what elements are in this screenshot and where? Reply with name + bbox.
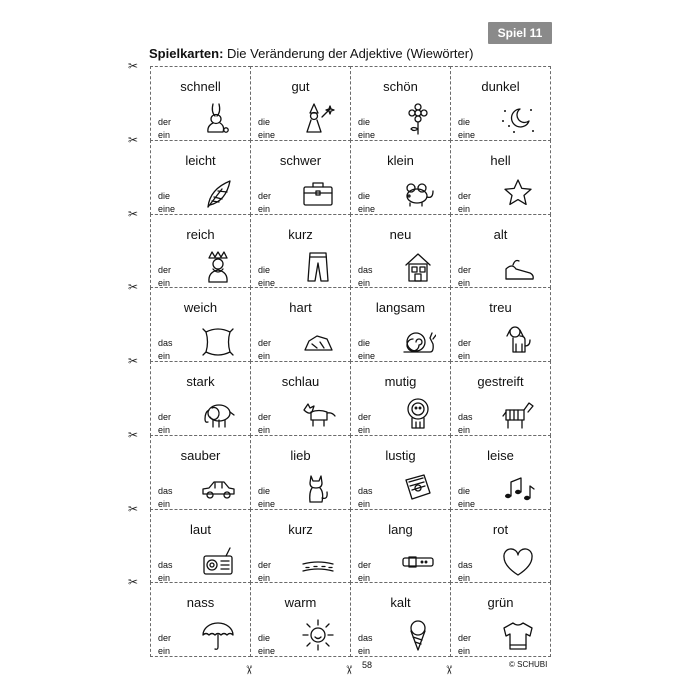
definite-article: die [258, 485, 271, 496]
card [150, 287, 251, 362]
indefinite-article: ein [458, 425, 471, 435]
title-lead: Spielkarten: [149, 46, 224, 61]
stone-icon [300, 322, 336, 358]
indefinite-article: ein [158, 498, 171, 509]
card-word: schlau [281, 374, 320, 389]
flower-icon [400, 101, 436, 137]
card [350, 66, 451, 141]
card [150, 509, 251, 584]
definite-article: der [358, 412, 372, 422]
card-articles [358, 559, 371, 585]
card-articles [358, 632, 373, 658]
indefinite-article: eine [458, 130, 476, 140]
ice-cream-icon [400, 617, 436, 653]
zebra-icon [500, 396, 536, 432]
cat-icon [300, 470, 336, 506]
definite-article: der [258, 559, 272, 570]
scissors-icon: ✂ [342, 664, 357, 676]
elephant-icon [200, 396, 236, 432]
shoe-icon [500, 249, 536, 285]
card [450, 287, 551, 362]
scissors-icon: ✂ [128, 354, 139, 368]
copyright: © SCHUBI [509, 660, 548, 669]
card [450, 214, 551, 289]
radio-icon [200, 544, 236, 580]
card [450, 66, 551, 141]
card-word: schön [383, 79, 418, 94]
indefinite-article: ein [458, 351, 471, 362]
indefinite-article: ein [358, 646, 371, 657]
scissors-icon: ✂ [128, 501, 139, 516]
card-word: alt [493, 226, 508, 242]
indefinite-article: ein [458, 572, 471, 583]
indefinite-article: eine [258, 646, 276, 657]
card [250, 509, 351, 584]
indefinite-article: ein [258, 425, 271, 435]
definite-article: das [158, 485, 173, 496]
indefinite-article: ein [458, 277, 471, 288]
card-articles [258, 632, 275, 658]
card [350, 287, 451, 362]
indefinite-article: ein [458, 646, 471, 657]
card [350, 361, 451, 436]
card-articles [158, 485, 173, 511]
card-word: kurz [288, 521, 313, 537]
scissors-icon: ✂ [128, 280, 139, 295]
definite-article: das [458, 559, 473, 570]
definite-article: die [458, 485, 471, 496]
card-word: nass [186, 595, 215, 611]
snail-icon [400, 322, 436, 358]
indefinite-article: eine [358, 203, 376, 214]
definite-article: der [258, 338, 272, 349]
card-word: weich [183, 300, 218, 316]
suitcase-icon [300, 175, 336, 211]
card [450, 361, 551, 436]
indefinite-article: ein [358, 498, 371, 509]
card-word: warm [284, 595, 317, 611]
dog-icon [500, 322, 536, 358]
card-articles [358, 116, 375, 142]
card-word: kalt [390, 595, 411, 611]
definite-article: die [258, 633, 271, 644]
definite-article: der [158, 264, 172, 275]
definite-article: der [258, 412, 272, 422]
definite-article: das [358, 633, 373, 644]
card [450, 509, 551, 584]
indefinite-article: ein [158, 425, 171, 435]
card-articles [258, 485, 275, 511]
page-number: 58 [362, 660, 373, 670]
scissors-icon: ✂ [442, 664, 457, 676]
belt-icon [400, 544, 436, 580]
card [250, 361, 351, 436]
pillow-icon [200, 322, 236, 358]
card-articles [158, 632, 171, 658]
card [350, 582, 451, 657]
indefinite-article: ein [358, 277, 371, 288]
card-articles [158, 337, 173, 363]
card-articles [458, 411, 473, 437]
card-articles [458, 264, 471, 290]
music-notes-icon [500, 470, 536, 506]
card-word: langsam [375, 300, 426, 316]
card [450, 140, 551, 215]
definite-article: die [358, 338, 371, 349]
star-icon [500, 175, 536, 211]
card-word: laut [190, 521, 211, 537]
card-word: lieb [290, 447, 311, 463]
rabbit-icon [200, 101, 236, 137]
card [250, 582, 351, 657]
card-articles [258, 411, 271, 437]
card [250, 66, 351, 141]
scissors-icon: ✂ [128, 132, 139, 147]
umbrella-icon [200, 617, 236, 653]
indefinite-article: ein [158, 130, 171, 140]
card [350, 140, 451, 215]
scissors-icon: ✂ [128, 206, 139, 221]
car-icon [200, 470, 236, 506]
card-grid [150, 66, 550, 656]
card-word: neu [389, 226, 412, 242]
feather-icon [200, 175, 236, 211]
card-articles [358, 264, 373, 290]
definite-article: der [358, 559, 372, 570]
house-icon [400, 249, 436, 285]
fairy-icon [300, 101, 336, 137]
card-word: schnell [180, 79, 221, 94]
scissors-icon: ✂ [128, 59, 139, 73]
card-word: sauber [180, 447, 221, 463]
game-badge: Spiel 11 [488, 22, 552, 44]
card [150, 582, 251, 657]
card [350, 214, 451, 289]
definite-article: die [258, 264, 271, 275]
definite-article: der [158, 117, 172, 127]
indefinite-article: eine [258, 130, 276, 140]
scissors-icon: ✂ [128, 575, 139, 590]
card-word: mutig [384, 374, 417, 389]
card-articles [158, 559, 173, 585]
card-articles [258, 190, 271, 216]
definite-article: die [358, 190, 371, 201]
indefinite-article: ein [158, 646, 171, 657]
definite-article: das [358, 264, 373, 275]
indefinite-article: ein [258, 351, 271, 362]
card-articles [458, 632, 471, 658]
card [250, 287, 351, 362]
card-articles [258, 559, 271, 585]
indefinite-article: eine [358, 351, 376, 362]
card-word: gestreift [477, 374, 524, 389]
definite-article: der [158, 633, 172, 644]
card-word: grün [487, 595, 514, 611]
card [150, 66, 251, 141]
card-word: stark [186, 374, 215, 389]
card-articles [158, 411, 171, 437]
card [250, 214, 351, 289]
indefinite-article: ein [458, 203, 471, 214]
card-articles [458, 116, 475, 142]
card-articles [458, 190, 471, 216]
card-word: reich [186, 226, 215, 242]
heart-icon [500, 544, 536, 580]
card [350, 509, 451, 584]
indefinite-article: eine [458, 498, 476, 509]
scissors-icon: ✂ [242, 664, 257, 676]
card-word: hell [490, 152, 511, 168]
indefinite-article: ein [158, 277, 171, 288]
card-articles [158, 116, 171, 142]
card-articles [458, 485, 475, 511]
definite-article: das [158, 338, 173, 349]
card [150, 214, 251, 289]
definite-article: die [158, 190, 171, 201]
card-articles [358, 485, 373, 511]
card [450, 435, 551, 510]
card-word: gut [291, 79, 310, 94]
indefinite-article: ein [158, 351, 171, 362]
card-articles [158, 264, 171, 290]
definite-article: die [258, 117, 271, 127]
indefinite-article: ein [258, 203, 271, 214]
card [450, 582, 551, 657]
indefinite-article: eine [258, 498, 276, 509]
mouse-icon [400, 175, 436, 211]
card-word: kurz [288, 226, 313, 242]
moon-stars-icon [500, 101, 536, 137]
road-icon [300, 544, 336, 580]
definite-article: der [158, 412, 172, 422]
definite-article: der [458, 190, 472, 201]
definite-article: die [458, 117, 471, 127]
card-articles [258, 337, 271, 363]
scissors-icon: ✂ [128, 427, 139, 442]
book-icon [400, 470, 436, 506]
definite-article: die [358, 117, 371, 127]
card-word: rot [492, 521, 509, 537]
indefinite-article: ein [158, 572, 171, 583]
indefinite-article: eine [358, 130, 376, 140]
card-articles [358, 337, 375, 363]
sun-icon [300, 617, 336, 653]
card-word: lustig [385, 447, 416, 463]
card [350, 435, 451, 510]
card-word: leise [487, 447, 514, 463]
definite-article: der [458, 338, 472, 349]
king-icon [200, 249, 236, 285]
card-word: klein [387, 152, 414, 168]
card [250, 435, 351, 510]
definite-article: das [358, 485, 373, 496]
card-articles [158, 190, 175, 216]
definite-article: das [158, 559, 173, 570]
card-word: schwer [279, 152, 322, 168]
card-articles [458, 559, 473, 585]
indefinite-article: eine [258, 277, 276, 288]
indefinite-article: ein [358, 425, 371, 435]
card-word: leicht [185, 152, 216, 168]
definite-article: der [458, 264, 472, 275]
page-title [149, 46, 473, 61]
definite-article: der [458, 633, 472, 644]
card-articles [458, 337, 471, 363]
indefinite-article: ein [358, 572, 371, 583]
sweater-icon [500, 617, 536, 653]
card-articles [258, 264, 275, 290]
card-word: treu [489, 300, 512, 316]
card-articles [258, 116, 275, 142]
card-articles [358, 190, 375, 216]
card-word: lang [388, 521, 413, 537]
card-word: hart [289, 300, 312, 316]
card [250, 140, 351, 215]
card-word: dunkel [481, 79, 520, 94]
indefinite-article: ein [258, 572, 271, 583]
title-rest: Die Veränderung der Adjektive (Wiewörter) [223, 46, 474, 61]
card [150, 140, 251, 215]
lion-icon [400, 396, 436, 432]
fox-icon [300, 396, 336, 432]
trousers-icon [300, 249, 336, 285]
card-articles [358, 411, 371, 437]
definite-article: der [258, 190, 272, 201]
indefinite-article: eine [158, 203, 176, 214]
card [150, 361, 251, 436]
definite-article: das [458, 412, 473, 422]
card [150, 435, 251, 510]
